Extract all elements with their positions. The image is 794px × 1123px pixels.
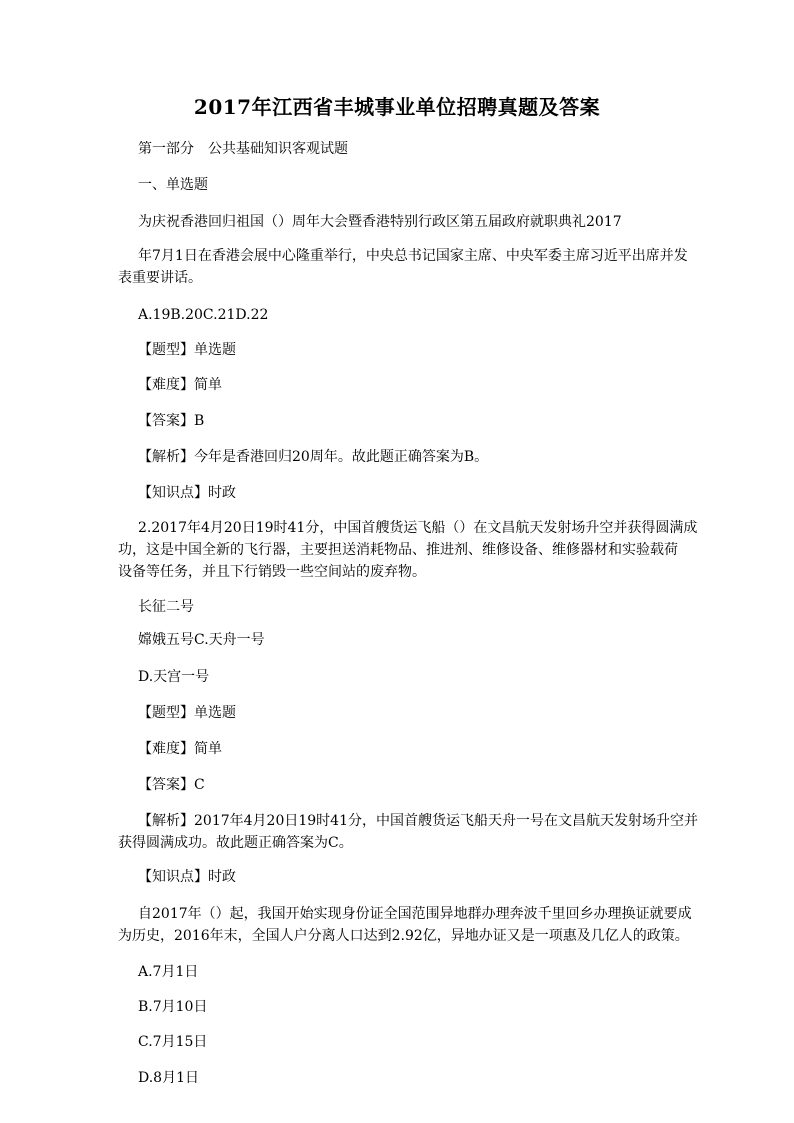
q2-option-a: 长征二号 [138,599,194,615]
q2-difficulty: 【难度】简单 [138,741,222,757]
part-heading: 第一部分 公共基础知识客观试题 [138,141,348,157]
q3-option-b: B.7月10日 [138,999,208,1015]
document-title: 2017年江西省丰城事业单位招聘真题及答案 [193,95,601,119]
q1-stem-line2: 年7月1日在香港会展中心隆重举行，中央总书记国家主席、中央军委主席习近平出席并发 [138,248,688,264]
q1-knowledge: 【知识点】时政 [138,485,236,501]
q3-stem-line1: 自2017年（）起，我国开始实现身份证全国范围异地群办理奔波千里回乡办理换证就要成 [138,906,692,922]
q2-answer: 【答案】C [138,777,205,793]
q2-stem-line3: 设备等任务，并且下行销毁一些空间站的废弃物。 [118,564,426,580]
q2-option-bc: 嫦娥五号C.天舟一号 [138,632,265,648]
q1-answer: 【答案】B [138,413,205,429]
q1-type: 【题型】单选题 [138,342,236,358]
q2-stem-line1: 2.2017年4月20日19时41分，中国首艘货运飞船（）在文昌航天发射场升空并获得圆满成 [138,520,698,536]
q2-stem-line2: 功，这是中国全新的飞行器，主要担送消耗物品、推进剂、维修设备、维修器材和实验载荷 [118,542,678,558]
section-heading: 一、单选题 [138,177,208,193]
q1-stem-line1: 为庆祝香港回归祖国（）周年大会暨香港特别行政区第五届政府就职典礼2017 [138,214,622,230]
q3-stem-line2: 为历史，2016年末，全国人户分离人口达到2.92亿，异地办证又是一项惠及几亿人的政策。 [118,928,689,944]
q2-knowledge: 【知识点】时政 [138,869,236,885]
q1-options: A.19B.20C.21D.22 [138,307,269,323]
q2-analysis-line1: 【解析】2017年4月20日19时41分，中国首艘货运飞船天舟一号在文昌航天发射场升空并 [138,813,698,829]
q2-option-d: D.天宫一号 [138,669,210,685]
q1-difficulty: 【难度】简单 [138,377,222,393]
q1-stem-line3: 表重要讲话。 [118,270,202,286]
q1-analysis: 【解析】今年是香港回归20周年。故此题正确答案为B。 [138,449,489,465]
q3-option-c: C.7月15日 [138,1034,208,1050]
q2-type: 【题型】单选题 [138,705,236,721]
q2-analysis-line2: 获得圆满成功。故此题正确答案为C。 [118,835,353,851]
q3-option-d: D.8月1日 [138,1070,199,1086]
q3-option-a: A.7月1日 [138,964,199,980]
